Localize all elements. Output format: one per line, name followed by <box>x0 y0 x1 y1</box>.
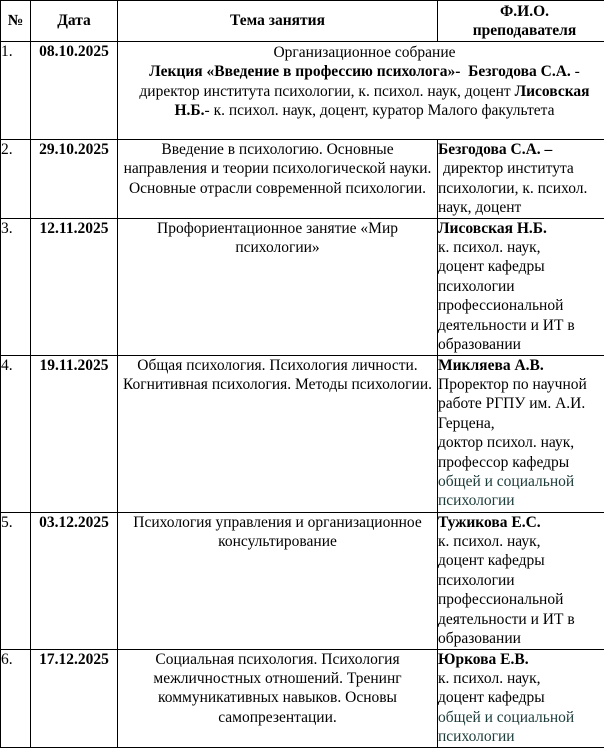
header-teacher <box>438 1 604 42</box>
row-teacher <box>438 649 604 747</box>
header-teacher-line2: преподавателя <box>438 21 604 40</box>
row-date: 03.12.2025 <box>31 512 118 649</box>
row-topic: Психология управления и организационное консультирование <box>118 512 438 649</box>
teacher-line: образовании <box>438 335 604 354</box>
header-topic: Тема занятия <box>118 1 438 42</box>
header-row <box>1 1 604 42</box>
row-date: 17.12.2025 <box>31 649 118 747</box>
row-num: 6. <box>1 649 31 747</box>
row-num: 4. <box>1 355 31 512</box>
teacher-line: доцент кафедры <box>438 551 604 570</box>
row-teacher <box>438 218 604 355</box>
speaker-role: - к. психол. наук, доцент, куратор Малого факультета <box>205 102 555 119</box>
teacher-line: доцент кафедры <box>438 257 604 276</box>
row-teacher <box>438 140 604 219</box>
teacher-line: доктор психол. наук, <box>438 433 604 452</box>
topic-line: Когнитивная психология. Методы психологии. <box>118 375 437 394</box>
row-date: 08.10.2025 <box>31 42 118 140</box>
table-row <box>1 140 604 219</box>
teacher-line: психологии <box>438 727 604 746</box>
teacher-name: Микляева А.В. <box>438 356 604 375</box>
teacher-line: деятельности и ИТ в <box>438 610 604 629</box>
row-date: 29.10.2025 <box>31 140 118 219</box>
header-date: Дата <box>31 1 118 42</box>
row-date: 12.11.2025 <box>31 218 118 355</box>
table-row <box>1 649 604 747</box>
topic-line: Общая психология. Психология личности. <box>118 356 437 375</box>
teacher-line: профессиональной <box>438 590 604 609</box>
row-topic: Введение в психологию. Основные направления и теории психологической науки. Основные отрасли современной психологии. <box>118 140 438 219</box>
row-teacher <box>438 355 604 512</box>
row-num: 1. <box>1 42 31 140</box>
teacher-line: Герцена, <box>438 414 604 433</box>
teacher-line: к. психол. наук, <box>438 669 604 688</box>
teacher-line: психологии <box>438 491 604 510</box>
teacher-line: образовании <box>438 629 604 648</box>
teacher-line: работе РГПУ им. А.И. <box>438 394 604 413</box>
teacher-line: профессиональной <box>438 296 604 315</box>
teacher-line: психологии <box>438 277 604 296</box>
row-topic <box>118 355 438 512</box>
teacher-line: общей и социальной <box>438 472 604 491</box>
teacher-name: Юркова Е.В. <box>438 650 604 669</box>
header-teacher-line1: Ф.И.О. <box>438 2 604 21</box>
table-row <box>1 218 604 355</box>
speaker-role: - директор института психологии, к. психол. наук, доцент <box>139 63 579 99</box>
teacher-line: к. психол. наук, <box>438 532 604 551</box>
row-topic-merged <box>118 42 604 140</box>
teacher-line: деятельности и ИТ в <box>438 316 604 335</box>
row-num: 2. <box>1 140 31 219</box>
speaker-name: Безгодова С.А. <box>468 63 571 80</box>
speaker-name: Лисовская Н.Б. <box>174 83 589 119</box>
teacher-line: профессор кафедры <box>438 453 604 472</box>
header-num: № <box>1 1 31 42</box>
teacher-line: общей и социальной <box>438 708 604 727</box>
teacher-line: психологии, к. психол. <box>438 179 604 198</box>
teacher-line: Проректор по научной <box>438 375 604 394</box>
table-row <box>1 42 604 140</box>
teacher-name: Лисовская Н.Б. <box>438 219 604 238</box>
row-topic: Социальная психология. Психология межличностных отношений. Тренинг коммуникативных навыков. Основы самопрезентации. <box>118 649 438 747</box>
row-teacher <box>438 512 604 649</box>
teacher-line: психологии <box>438 571 604 590</box>
row-date: 19.11.2025 <box>31 355 118 512</box>
row-num: 5. <box>1 512 31 649</box>
teacher-line: директор института <box>438 159 604 178</box>
table-row <box>1 355 604 512</box>
teacher-line: доцент кафедры <box>438 688 604 707</box>
teacher-name: Тужикова Е.С. <box>438 513 604 532</box>
topic-intro: Организационное собрание <box>124 43 604 62</box>
teacher-line: наук, доцент <box>438 198 604 217</box>
table-row <box>1 512 604 649</box>
teacher-line: к. психол. наук, <box>438 238 604 257</box>
teacher-name: Безгодова С.А. – <box>438 140 604 159</box>
row-num: 3. <box>1 218 31 355</box>
row-topic: Профориентационное занятие «Мир психологии» <box>118 218 438 355</box>
topic-lecture: Лекция «Введение в профессию психолога»- <box>149 63 460 80</box>
